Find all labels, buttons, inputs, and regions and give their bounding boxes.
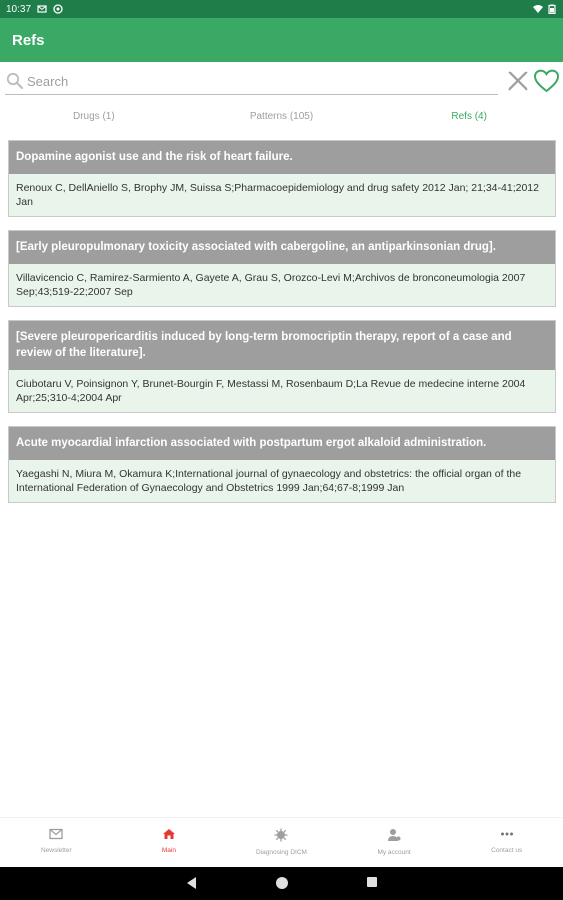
nav-newsletter[interactable]	[0, 818, 113, 867]
status-time: 10:37	[6, 3, 32, 15]
ref-title: Acute myocardial infarction associated with postpartum ergot alkaloid administration.	[9, 427, 555, 460]
nav-label: Newsletter	[40, 847, 72, 854]
status-bar	[0, 0, 563, 18]
nav-contact-us[interactable]	[450, 818, 563, 867]
ref-title: Dopamine agonist use and the risk of heart failure.	[9, 141, 555, 174]
ref-card[interactable]	[8, 320, 556, 413]
ref-citation: Ciubotaru V, Poinsignon Y, Brunet-Bourgin F, Mestassi M, Rosenbaum D;La Revue de medecine interne 2004 Apr;25;310-4;2004 Apr	[16, 378, 526, 404]
ref-card[interactable]	[8, 140, 556, 217]
virus-icon	[274, 828, 288, 842]
ref-citation: Renoux C, DellAniello S, Brophy JM, Suissa S;Pharmacoepidemiology and drug safety 2012 Jan; 21;34-41;2012 Jan	[16, 182, 539, 208]
more-icon	[500, 828, 514, 840]
ref-card[interactable]	[8, 426, 556, 503]
page-title: Refs	[12, 31, 45, 49]
ref-card[interactable]	[8, 230, 556, 307]
battery-icon	[547, 4, 557, 14]
clear-search-icon[interactable]	[506, 69, 530, 93]
ref-title: [Early pleuropulmonary toxicity associated with cabergoline, an antiparkinsonian drug].	[9, 231, 555, 264]
nav-label: My account	[377, 849, 411, 856]
account-icon	[387, 828, 401, 842]
search-box[interactable]	[5, 68, 498, 95]
home-system-icon[interactable]	[275, 876, 289, 890]
tab-bar	[0, 104, 563, 130]
ref-citation: Villavicencio C, Ramirez-Sarmiento A, Gayete A, Grau S, Orozco-Levi M;Archivos de bronconeumologia 2007 Sep;43;519-22;2007 Sep	[16, 272, 526, 298]
search-input[interactable]	[27, 74, 487, 89]
search-icon	[6, 72, 24, 90]
nav-my-account[interactable]	[338, 818, 451, 867]
bottom-nav	[0, 817, 563, 867]
ref-citation: Yaegashi N, Miura M, Okamura K;International journal of gynaecology and obstetrics: the official organ of the International Federation of Gynaecology and Obstetrics 1999 Jan;64;67-8;1999 Jan	[16, 468, 522, 494]
home-icon	[162, 828, 176, 840]
wifi-icon	[533, 4, 543, 14]
nav-label: Diagnosing DICM	[256, 849, 307, 856]
app-bar	[0, 18, 563, 62]
refs-list	[8, 140, 556, 516]
back-icon[interactable]	[185, 876, 197, 890]
nav-label: Contact us	[491, 847, 523, 854]
nav-label: Main	[161, 847, 176, 854]
favorite-heart-icon[interactable]	[533, 68, 560, 94]
system-navigation-bar	[0, 867, 563, 900]
nav-main[interactable]	[113, 818, 226, 867]
mail-icon	[49, 828, 63, 840]
recents-icon[interactable]	[366, 876, 378, 888]
search-row	[0, 66, 563, 96]
vpn-icon	[53, 4, 63, 14]
tab-patterns[interactable]: Patterns (105)	[249, 111, 314, 122]
nav-diagnosing[interactable]	[225, 818, 338, 867]
tab-drugs[interactable]: Drugs (1)	[72, 111, 115, 122]
ref-title: [Severe pleuropericarditis induced by long-term bromocriptin therapy, report of a case and review of the literature].	[9, 321, 555, 370]
tab-refs[interactable]: Refs (4)	[451, 111, 487, 122]
email-icon	[37, 4, 47, 14]
